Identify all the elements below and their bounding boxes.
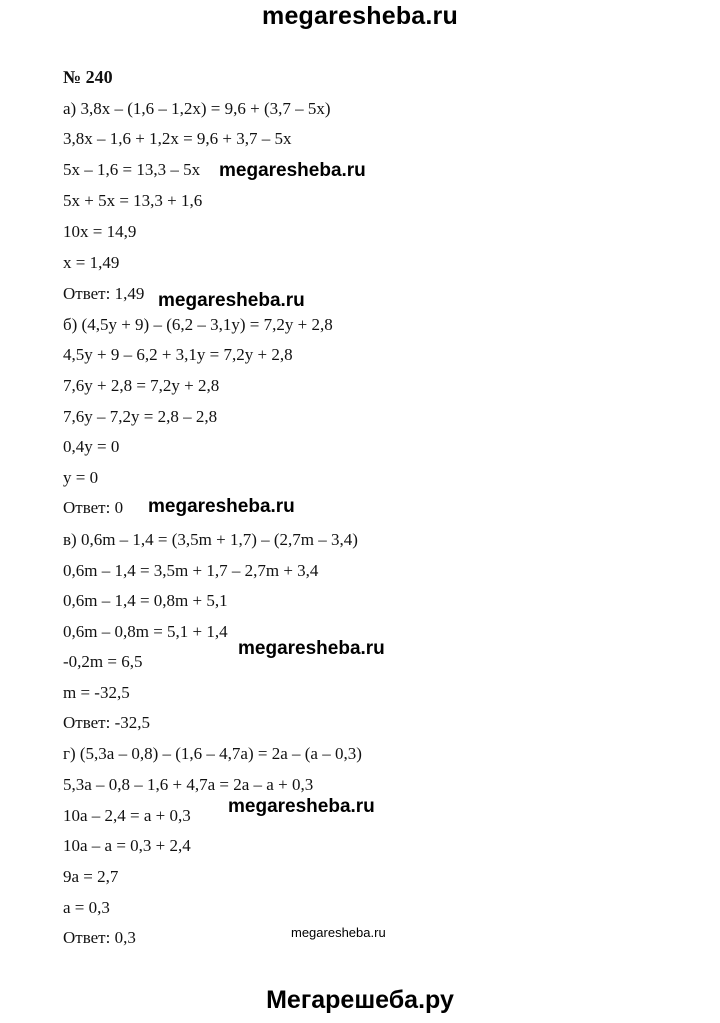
equation-line: в) 0,6m – 1,4 = (3,5m + 1,7) – (2,7m – 3,4) (63, 530, 358, 549)
equation-line: 0,6m – 0,8m = 5,1 + 1,4 (63, 622, 228, 641)
equation-line: г) (5,3a – 0,8) – (1,6 – 4,7a) = 2a – (a – 0,3) (63, 744, 362, 763)
equation-line: а) 3,8x – (1,6 – 1,2x) = 9,6 + (3,7 – 5x) (63, 99, 331, 118)
equation-line: 5,3a – 0,8 – 1,6 + 4,7a = 2a – a + 0,3 (63, 775, 314, 794)
answer-line: Ответ: -32,5 (63, 713, 150, 732)
equation-line: 10x = 14,9 (63, 222, 137, 241)
equation-line: 9a = 2,7 (63, 867, 119, 886)
equation-line: a = 0,3 (63, 898, 110, 917)
watermark: megaresheba.ru (158, 290, 305, 311)
equation-line: x = 1,49 (63, 253, 120, 272)
site-header-title: megaresheba.ru (262, 2, 458, 30)
equation-line: 3,8x – 1,6 + 1,2x = 9,6 + 3,7 – 5x (63, 129, 292, 148)
equation-line: y = 0 (63, 468, 99, 487)
equation-line: 7,6y + 2,8 = 7,2y + 2,8 (63, 376, 220, 395)
equation-line: 10a – 2,4 = a + 0,3 (63, 806, 191, 825)
equation-line: m = -32,5 (63, 683, 130, 702)
equation-line: 5x + 5x = 13,3 + 1,6 (63, 191, 203, 210)
watermark: megaresheba.ru (291, 925, 386, 940)
site-footer-title: Мегарешеба.ру (266, 986, 454, 1014)
equation-line: 10a – a = 0,3 + 2,4 (63, 836, 191, 855)
equation-line: 0,6m – 1,4 = 0,8m + 5,1 (63, 591, 228, 610)
problem-number: № 240 (63, 67, 113, 87)
equation-line: 0,4y = 0 (63, 437, 120, 456)
watermark: megaresheba.ru (228, 796, 375, 817)
equation-line: 5x – 1,6 = 13,3 – 5x (63, 160, 201, 179)
equation-line: 0,6m – 1,4 = 3,5m + 1,7 – 2,7m + 3,4 (63, 561, 319, 580)
watermark: megaresheba.ru (238, 638, 385, 659)
answer-line: Ответ: 0 (63, 498, 124, 517)
answer-line: Ответ: 1,49 (63, 284, 145, 303)
equation-line: б) (4,5y + 9) – (6,2 – 3,1y) = 7,2y + 2,8 (63, 315, 333, 334)
answer-line: Ответ: 0,3 (63, 928, 136, 947)
equation-line: 4,5y + 9 – 6,2 + 3,1y = 7,2y + 2,8 (63, 345, 293, 364)
equation-line: -0,2m = 6,5 (63, 652, 143, 671)
watermark: megaresheba.ru (219, 160, 366, 181)
equation-line: 7,6y – 7,2y = 2,8 – 2,8 (63, 407, 218, 426)
watermark: megaresheba.ru (148, 496, 295, 517)
